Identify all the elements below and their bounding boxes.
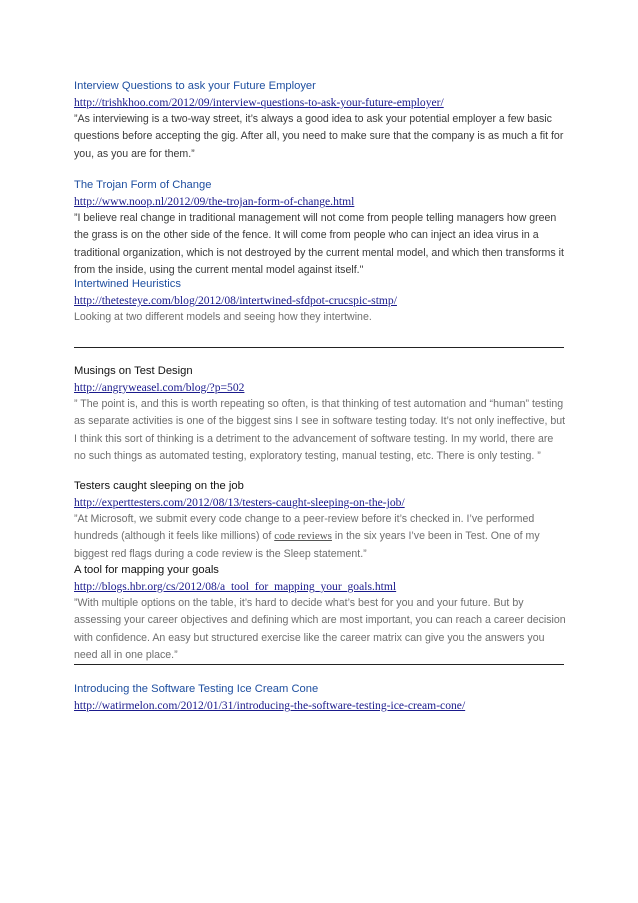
entry-quote: ”With multiple options on the table, it’s hard to decide what’s best for you and your future. But by assessing your career objectives and defining which are most important, you can reach a career decision with confidence. An easy but structured exercise like the career matrix can give you the answers you need all in one place.” [74,597,566,661]
entry-mapping-goals [74,562,566,664]
entry-link[interactable]: http://www.noop.nl/2012/09/the-trojan-form-of-change.html [74,195,355,208]
entry-title: Introducing the Software Testing Ice Cream Cone [74,683,319,695]
quote-text-start: ”At Microsoft, we submit every code change to a peer-review before it’s checked in. I’ve performed hundreds (although it feels like millions) of [74,513,535,543]
entry-title: Interview Questions to ask your Future Employer [74,80,316,92]
entry-quote: ”I believe real change in traditional management will not come from people telling managers how green the grass is on the other side of the fence. It will come from people who can inject an idea virus in a traditional organization, which is not destroyed by the current mental model, and which then transforms it from the inside, using the current mental model against itself." [74,212,564,276]
entry-link[interactable]: http://thetesteye.com/blog/2012/08/intertwined-sfdpot-crucspic-stmp/ [74,294,397,307]
entry-link[interactable]: http://angryweasel.com/blog/?p=502 [74,381,245,394]
entry-quote [74,511,566,563]
entry-interview-questions [74,78,566,163]
entry-musings-test-design [74,363,566,465]
entry-title: Testers caught sleeping on the job [74,480,244,492]
entry-title: Intertwined Heuristics [74,278,181,290]
entry-intertwined-heuristics [74,276,566,326]
entry-link[interactable]: http://watirmelon.com/2012/01/31/introducing-the-software-testing-ice-cream-cone/ [74,699,466,712]
section-divider [74,347,564,348]
quote-text-end: in the six years I’ve been in Test. One of my biggest red flags during a code review is the Sleep statement.” [74,530,540,560]
entry-testers-sleeping [74,478,566,563]
entry-title: Musings on Test Design [74,365,193,377]
entry-quote: ”As interviewing is a two-way street, it’s always a good idea to ask your potential employer a few basic questions before accepting the gig. After all, you need to make sure that the company is as much a fit for you, as you are for them.” [74,113,564,160]
entry-link[interactable]: http://experttesters.com/2012/08/13/testers-caught-sleeping-on-the-job/ [74,496,405,509]
section-divider [74,664,564,665]
entry-link[interactable]: http://trishkhoo.com/2012/09/interview-questions-to-ask-your-future-employer/ [74,96,444,109]
entry-quote: ” The point is, and this is worth repeating so often, is that thinking of test automation and “human” testing as separate activities is one of the biggest sins I see in software testing today. It’s not only ineffective, but I think this sort of thinking is a detriment to the advancement of software testing. In my world, there are no such things as automated testing, exploratory testing, manual testing, etc. There is only testing. ” [74,398,566,462]
entry-trojan-form [74,177,566,279]
entry-title: The Trojan Form of Change [74,179,212,191]
entry-quote: Looking at two different models and seeing how they intertwine. [74,311,372,323]
entry-link[interactable]: http://blogs.hbr.org/cs/2012/08/a_tool_for_mapping_your_goals.html [74,580,397,593]
code-reviews-link[interactable]: code reviews [274,530,332,543]
entry-title: A tool for mapping your goals [74,564,219,576]
entry-ice-cream-cone [74,681,566,714]
